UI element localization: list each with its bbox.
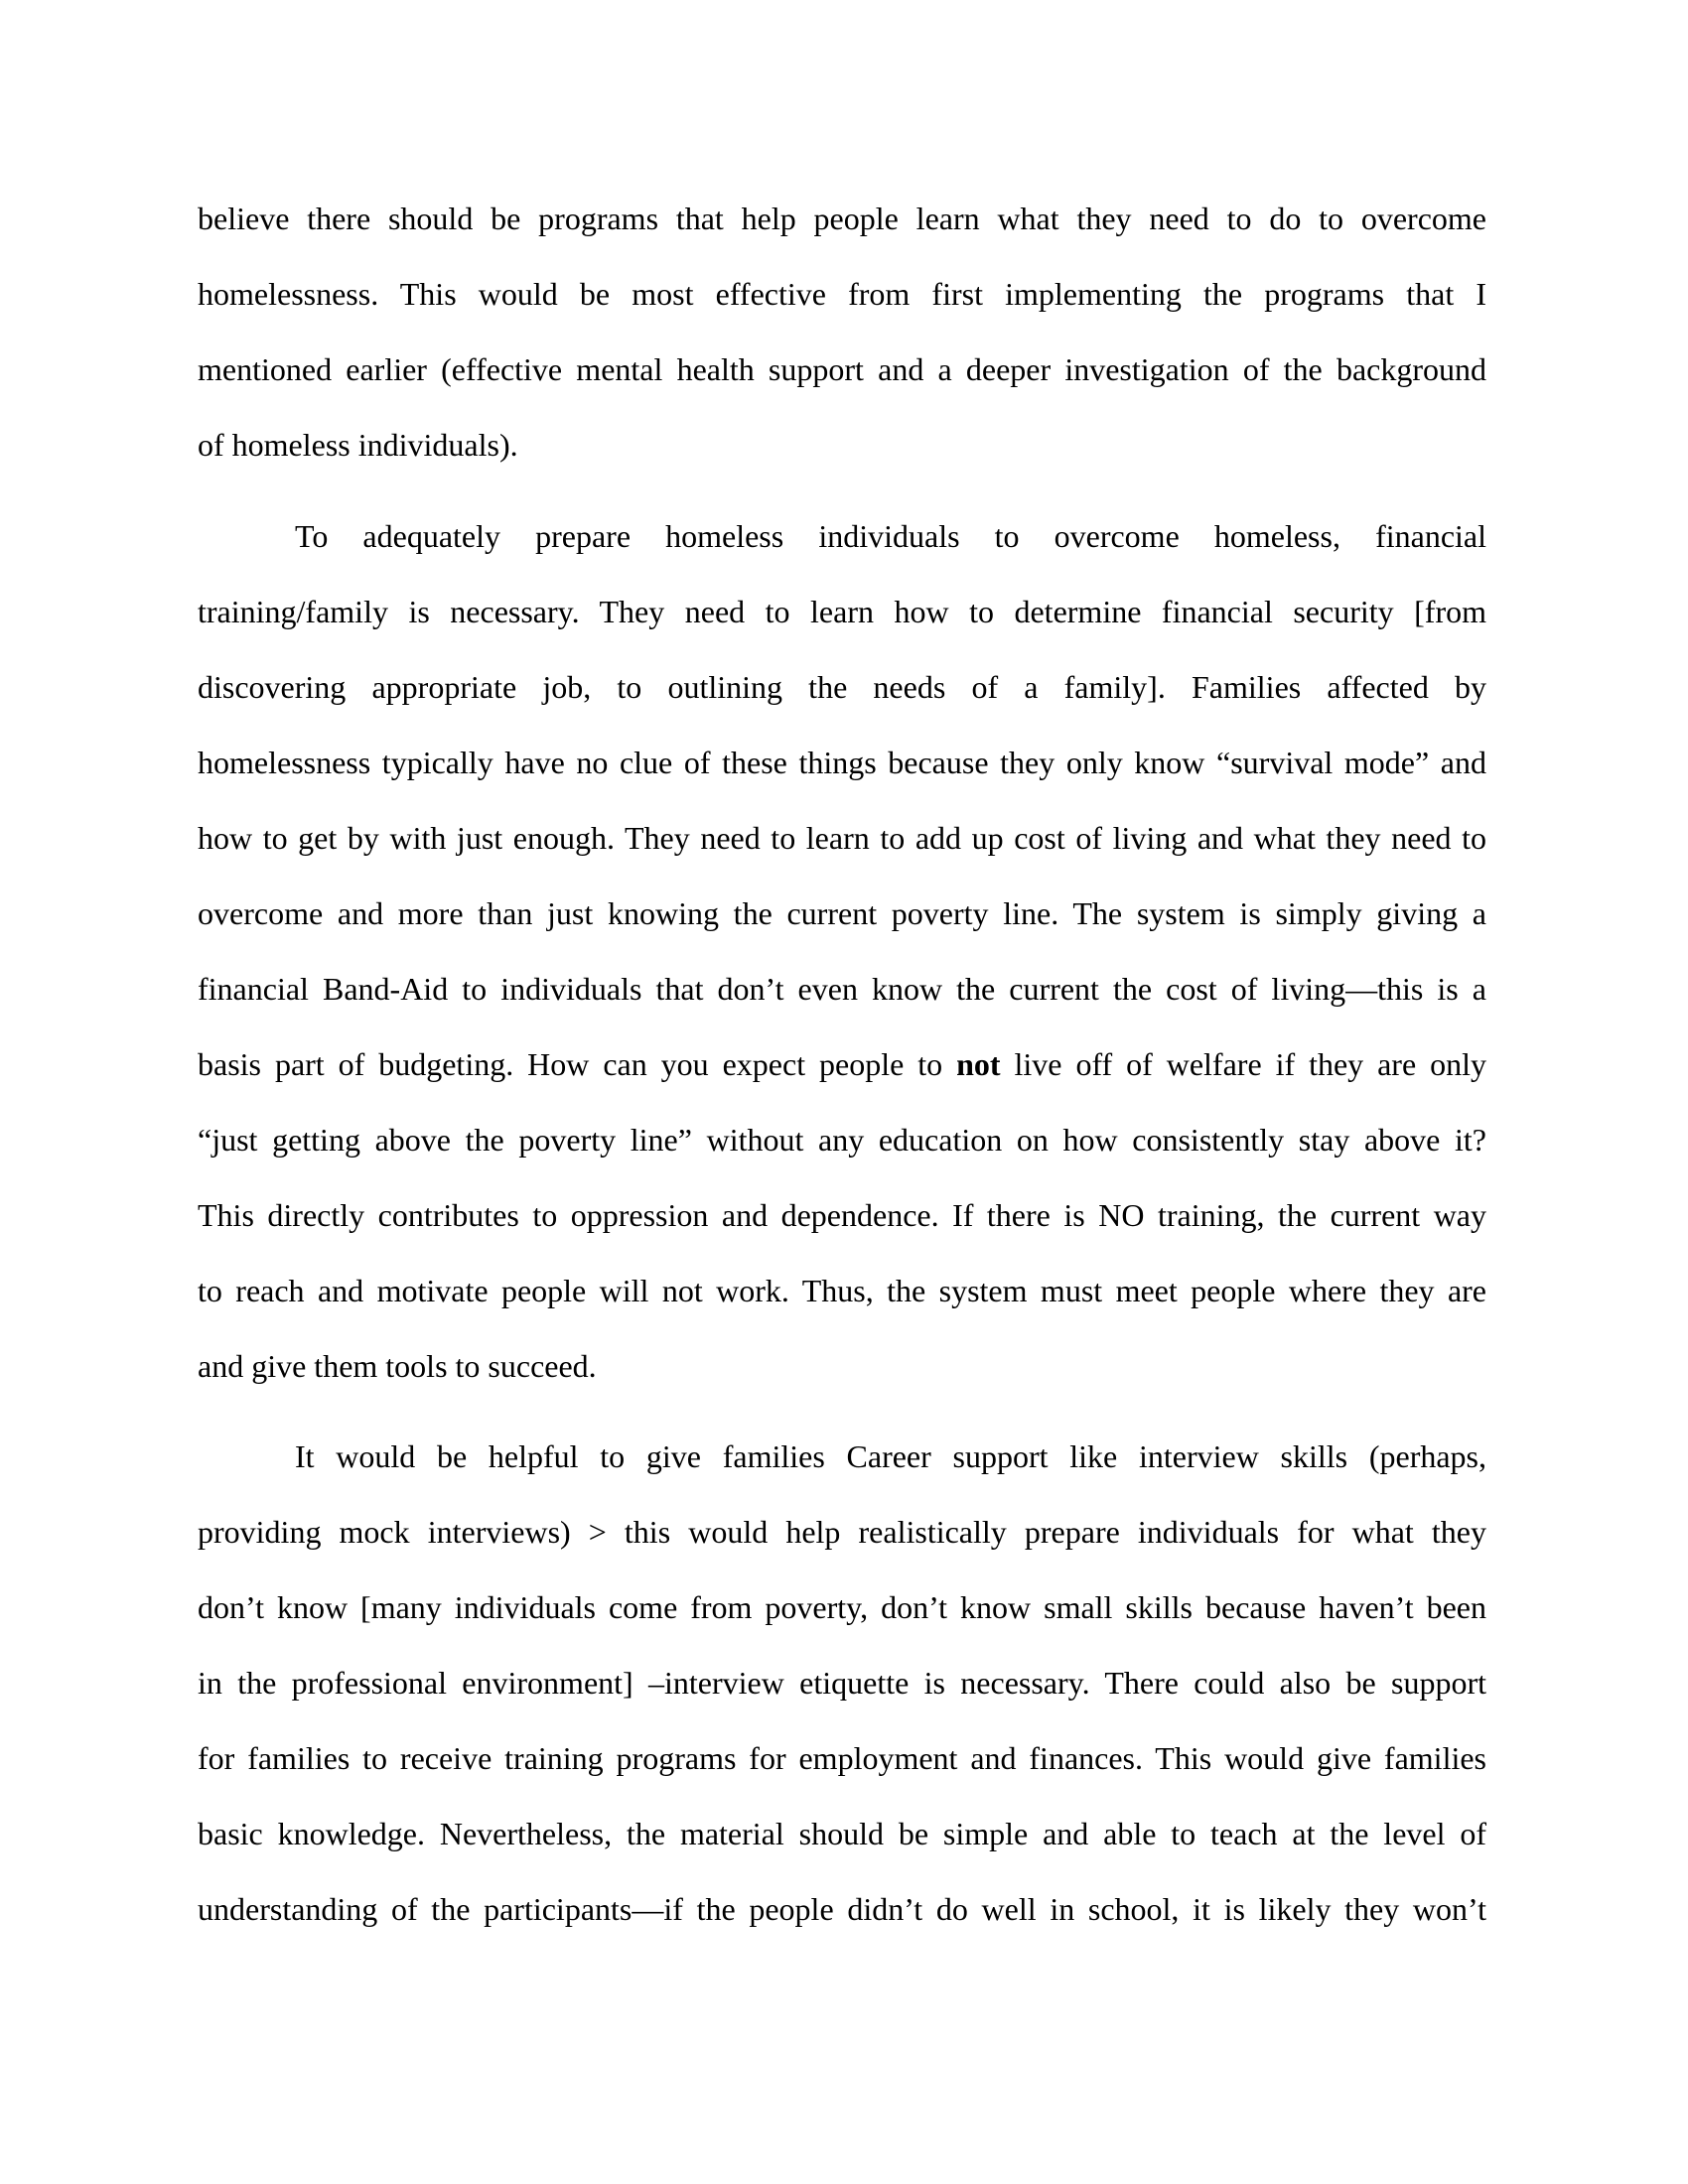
paragraph-2-line-9: “just getting above the poverty line” without any education on how consistently stay above it? (198, 1122, 1486, 1158)
paragraph-2-line-11: to reach and motivate people will not work. Thus, the system must meet people where they are (198, 1273, 1486, 1308)
paragraph-3-line-6: basic knowledge. Nevertheless, the material should be simple and able to teach at the level of (198, 1816, 1486, 1851)
paragraph-3-line-1: It would be helpful to give families Career support like interview skills (perhaps, (295, 1438, 1486, 1474)
paragraph-2-line-3: discovering appropriate job, to outlining the needs of a family]. Families affected by (198, 669, 1486, 705)
paragraph-3-line-4: in the professional environment] –interview etiquette is necessary. There could also be support (198, 1665, 1486, 1701)
paragraph-2-line-2: training/family is necessary. They need to learn how to determine financial security [from (198, 594, 1486, 629)
paragraph-3-line-3: don’t know [many individuals come from poverty, don’t know small skills because haven’t been (198, 1589, 1486, 1625)
paragraph-1-line-3: mentioned earlier (effective mental health support and a deeper investigation of the background (198, 351, 1486, 387)
paragraph-2-line-1: To adequately prepare homeless individuals to overcome homeless, financial (295, 518, 1486, 554)
paragraph-2-line-10: This directly contributes to oppression and dependence. If there is NO training, the current way (198, 1197, 1486, 1233)
paragraph-3 (198, 1419, 1486, 1947)
paragraph-2-line-5: how to get by with just enough. They need to learn to add up cost of living and what they need to (198, 820, 1486, 856)
paragraph-1-line-1: believe there should be programs that help people learn what they need to do to overcome (198, 201, 1486, 236)
paragraph-1 (198, 181, 1486, 482)
paragraph-2-line-6: overcome and more than just knowing the current poverty line. The system is simply giving a (198, 895, 1486, 931)
paragraph-3-line-7: understanding of the participants—if the people didn’t do well in school, it is likely they won’t (198, 1891, 1486, 1927)
paragraph-2-line-12: and give them tools to succeed. (198, 1348, 597, 1384)
paragraph-1-line-2: homelessness. This would be most effective from first implementing the programs that I (198, 276, 1486, 312)
paragraph-3-line-5: for families to receive training programs for employment and finances. This would give families (198, 1740, 1486, 1776)
paragraph-2-line-4: homelessness typically have no clue of these things because they only know “survival mode” and (198, 745, 1486, 780)
line-8-text-after: live off of welfare if they are only (1000, 1046, 1487, 1082)
emphasized-not: not (956, 1046, 1001, 1082)
paragraph-1-line-4: of homeless individuals). (198, 427, 518, 463)
paragraph-3-line-2: providing mock interviews) > this would help realistically prepare individuals for what they (198, 1514, 1486, 1550)
paragraph-2 (198, 498, 1486, 1404)
line-8-text-before: basis part of budgeting. How can you expect people to (198, 1046, 957, 1082)
paragraph-2-line-8 (198, 1026, 1486, 1102)
paragraph-2-line-7: financial Band-Aid to individuals that don’t even know the current the cost of living—this is a (198, 971, 1486, 1007)
